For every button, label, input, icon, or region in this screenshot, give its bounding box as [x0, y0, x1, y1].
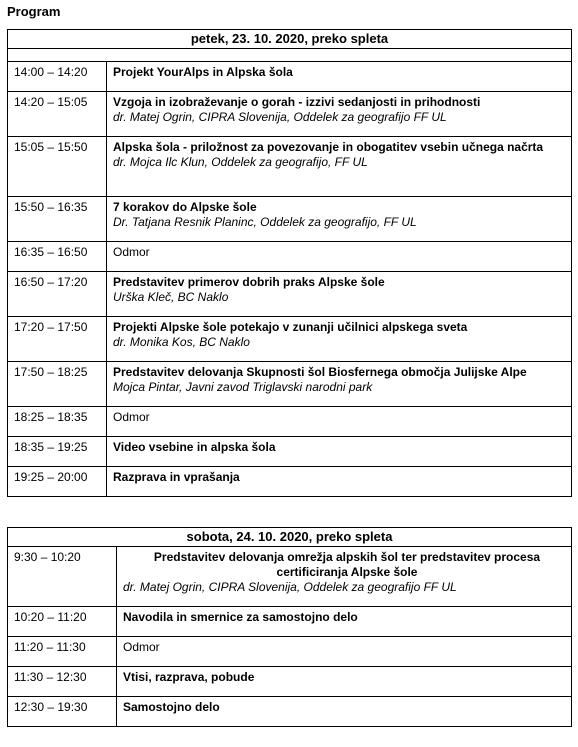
time-cell: 14:20 – 15:05	[8, 92, 107, 137]
table-row	[8, 317, 572, 362]
day-header-row	[8, 30, 572, 49]
time-cell: 12:30 – 19:30	[8, 697, 117, 727]
session-cell	[117, 607, 572, 637]
session-title: Predstavitev delovanja omrežja alpskih šol ter predstavitev procesa certificiranja Alpske šole	[153, 550, 541, 579]
table-row	[8, 92, 572, 137]
time-cell: 18:25 – 18:35	[8, 407, 107, 437]
session-cell	[117, 667, 572, 697]
session-title: Predstavitev primerov dobrih praks Alpske šole	[113, 275, 385, 289]
session-cell	[117, 547, 572, 607]
schedule-table-day2	[7, 527, 572, 727]
day-header: petek, 23. 10. 2020, preko spleta	[8, 30, 572, 49]
schedule-table-day1	[7, 29, 572, 497]
session-title: Razprava in vprašanja	[113, 470, 240, 484]
table-row	[8, 137, 572, 197]
session-cell	[117, 637, 572, 667]
session-speaker: Mojca Pintar, Javni zavod Triglavski narodni park	[113, 380, 373, 394]
time-cell: 11:30 – 12:30	[8, 667, 117, 697]
time-cell: 9:30 – 10:20	[8, 547, 117, 607]
table-row	[8, 437, 572, 467]
session-speaker: Urška Kleč, BC Naklo	[113, 290, 229, 304]
time-cell: 10:20 – 11:20	[8, 607, 117, 637]
session-speaker: dr. Monika Kos, BC Naklo	[113, 335, 250, 349]
session-cell	[107, 272, 572, 317]
session-title: Video vsebine in alpska šola	[113, 440, 276, 454]
table-row	[8, 467, 572, 497]
day-header: sobota, 24. 10. 2020, preko spleta	[8, 528, 572, 547]
session-speaker: dr. Matej Ogrin, CIPRA Slovenija, Oddelek za geografijo FF UL	[123, 580, 457, 594]
table-row	[8, 637, 572, 667]
time-cell: 15:50 – 16:35	[8, 197, 107, 242]
session-speaker: dr. Matej Ogrin, CIPRA Slovenija, Oddelek za geografijo FF UL	[113, 110, 447, 124]
session-title: Samostojno delo	[123, 700, 220, 714]
session-cell	[107, 317, 572, 362]
table-row	[8, 407, 572, 437]
session-title: 7 korakov do Alpske šole	[113, 200, 257, 214]
time-cell: 15:05 – 15:50	[8, 137, 107, 197]
session-title: Projekti Alpske šole potekajo v zunanji učilnici alpskega sveta	[113, 320, 468, 334]
day-header-row	[8, 528, 572, 547]
session-title: Navodila in smernice za samostojno delo	[123, 610, 358, 624]
session-cell	[107, 92, 572, 137]
session-cell	[107, 62, 572, 92]
session-cell	[107, 197, 572, 242]
time-cell: 18:35 – 19:25	[8, 437, 107, 467]
session-title: Odmor	[123, 640, 160, 654]
session-speaker: Dr. Tatjana Resnik Planinc, Oddelek za geografijo, FF UL	[113, 215, 417, 229]
time-cell: 19:25 – 20:00	[8, 467, 107, 497]
session-cell	[107, 467, 572, 497]
table-row	[8, 62, 572, 92]
session-speaker: dr. Mojca Ilc Klun, Oddelek za geografijo, FF UL	[113, 155, 368, 169]
session-title: Projekt YourAlps in Alpska šola	[113, 65, 293, 79]
time-cell: 17:50 – 18:25	[8, 362, 107, 407]
table-row	[8, 242, 572, 272]
session-title: Alpska šola - priložnost za povezovanje in obogatitev vsebin učnega načrta	[113, 140, 544, 154]
page-title: Program	[7, 4, 61, 19]
table-row	[8, 197, 572, 242]
session-cell	[107, 437, 572, 467]
time-cell: 14:00 – 14:20	[8, 62, 107, 92]
session-title: Predstavitev delovanja Skupnosti šol Biosfernega območja Julijske Alpe	[113, 365, 527, 379]
session-title: Vzgoja in izobraževanje o gorah - izzivi sedanjosti in prihodnosti	[113, 95, 481, 109]
table-row	[8, 272, 572, 317]
session-cell	[107, 137, 572, 197]
table-row	[8, 362, 572, 407]
session-title: Vtisi, razprava, pobude	[123, 670, 255, 684]
time-cell: 16:35 – 16:50	[8, 242, 107, 272]
session-title: Odmor	[113, 410, 150, 424]
session-cell	[107, 362, 572, 407]
session-cell	[117, 697, 572, 727]
table-row	[8, 667, 572, 697]
time-cell: 16:50 – 17:20	[8, 272, 107, 317]
table-row	[8, 697, 572, 727]
table-row	[8, 607, 572, 637]
time-cell: 17:20 – 17:50	[8, 317, 107, 362]
time-cell: 11:20 – 11:30	[8, 637, 117, 667]
session-cell	[107, 407, 572, 437]
spacer	[8, 49, 572, 62]
table-row	[8, 547, 572, 607]
session-title: Odmor	[113, 245, 150, 259]
session-cell	[107, 242, 572, 272]
